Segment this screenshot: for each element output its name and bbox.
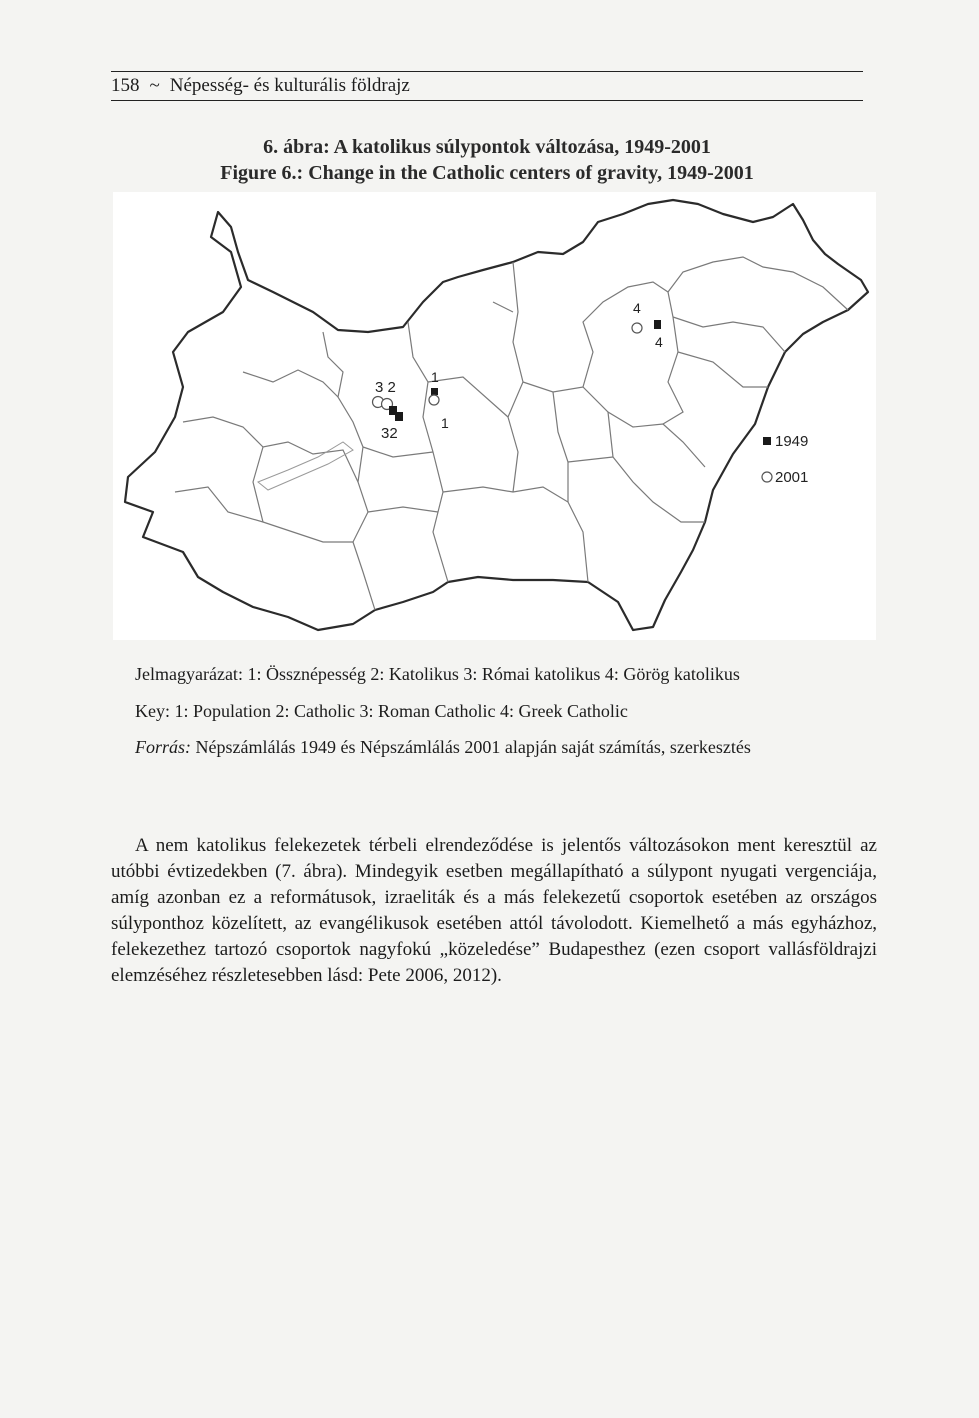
label-center-top: 1 — [431, 369, 439, 385]
legend-marker-1949 — [763, 437, 771, 445]
point-1949-roman-catholic — [395, 412, 403, 421]
label-center-bottom: 1 — [441, 415, 449, 431]
body-paragraph: A nem katolikus felekezetek térbeli elrendeződése is jelentős változásokon ment keresztül az utóbbi évtizedekben (7. ábra). Mindegyik esetben megállapítható a súlypont nyugati vergenciája, amíg azonban ez a reformátusok, izraeliták és a más felekezetű csoportok esetében az országos súlyponthoz közelített, az evangélikusok esetében attól távolodott. Kiemelhető a más egyházhoz, felekezethez tartozó csoportok nagyfokú „közeledése” Budapesthez (ezen csoport vallásföldrajzi elemzéséhez részletesebben lásd: Pete 2006, 2012). — [111, 835, 877, 986]
running-header — [111, 71, 863, 101]
source-text: Népszámlálás 1949 és Népszámlálás 2001 alapján saját számítás, szerkesztés — [191, 737, 751, 757]
legend-label-2001: 2001 — [775, 469, 809, 486]
label-east-top: 4 — [633, 300, 641, 316]
hungary-county-map — [113, 192, 876, 640]
key-english: Key: 1: Population 2: Catholic 3: Roman Catholic 4: Greek Catholic — [135, 701, 628, 721]
point-1949-greek-catholic — [654, 320, 661, 329]
label-west-top: 3 2 — [375, 379, 396, 396]
point-2001-population — [429, 395, 439, 405]
point-1949-population — [431, 388, 438, 395]
label-east-bottom: 4 — [655, 334, 663, 350]
legend-label-1949: 1949 — [775, 433, 809, 450]
figure-map — [113, 192, 876, 640]
header-separator: ~ — [149, 75, 160, 96]
page-number: 158 — [111, 75, 140, 96]
running-title: Népesség- és kulturális földrajz — [169, 75, 410, 96]
source-note — [111, 734, 863, 760]
point-2001-greek-catholic — [632, 323, 642, 333]
source-label: Forrás: — [135, 737, 192, 757]
country-border — [125, 200, 868, 630]
legend-marker-2001 — [762, 472, 772, 482]
figure-title-en: Figure 6.: Change in the Catholic centers of gravity, 1949-2001 — [220, 162, 754, 184]
figure-title-hu: 6. ábra: A katolikus súlypontok változása, 1949-2001 — [263, 136, 711, 158]
map-legend — [762, 433, 808, 486]
key-hungarian: Jelmagyarázat: 1: Össznépesség 2: Katolikus 3: Római katolikus 4: Görög katolikus — [135, 664, 740, 684]
label-west-bottom: 32 — [381, 425, 398, 442]
